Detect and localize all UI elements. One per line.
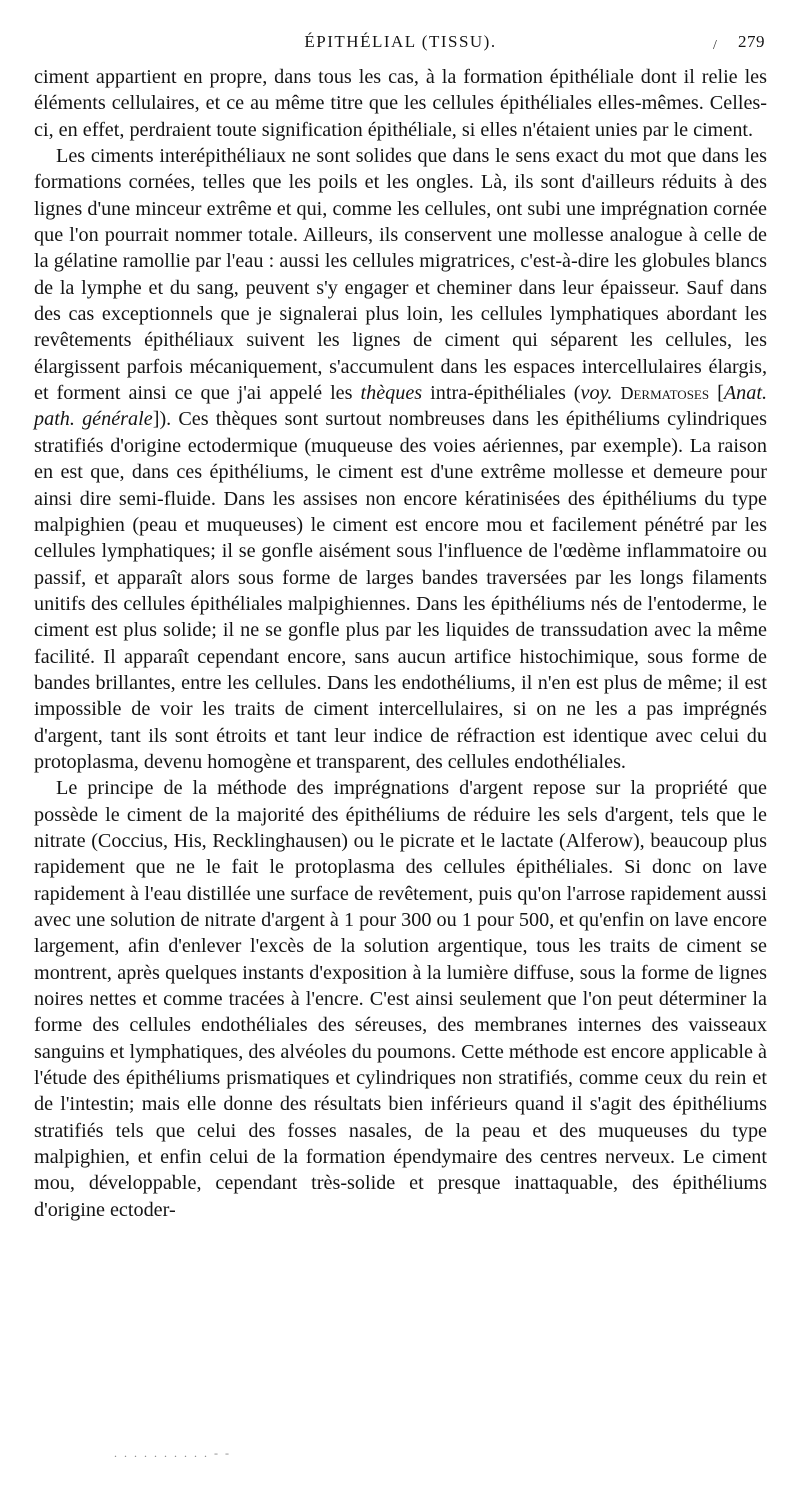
paragraph-2 [34, 143, 767, 775]
paragraph-2-text-b: intra-épithéliales ( [422, 382, 581, 405]
cross-reference-source: Anat. path. générale [34, 382, 768, 431]
document-page [34, 0, 767, 1490]
page-number: 279 [738, 32, 765, 51]
paragraph-3: Le principe de la méthode des imprégnations d'argent repose sur la propriété que possède le ciment de la majorité des épithéliums de réduire les sels d'argent, tels que le nitrate (Coccius, His, Recklinghausen) ou le picrate et le lactate (Alferow), beaucoup plus rapidement que ne le fait le protoplasma des cellules épithéliales. Si donc on lave rapidement à l'eau distillée une surface de revêtement, puis qu'on l'arrose rapidement aussi avec une solution de nitrate d'argent à 1 pour 300 ou 1 pour 500, et qu'enfin on lave encore largement, afin d'enlever l'excès de la solution argentique, tous les traits de ciment se montrent, après quelques instants d'exposition à la lumière diffuse, sous la forme de lignes noires nettes et comme tracées à l'encre. C'est ainsi seulement que l'on peut déterminer la forme des cellules endothéliales des séreuses, des membranes internes des vaisseaux sanguins et lymphatiques, des alvéoles du poumons. Cette méthode est encore applicable à l'étude des épithéliums prismatiques et cylindriques non stratifiés, comme ceux du rein et de l'intestin; mais elle donne des résultats bien inférieurs quand il s'agit des épithéliums stratifiés tels que celui des fosses nasales, de la peau et des muqueuses du type malpighien, et enfin celui de la formation épendymaire des centres nerveux. Le ciment mou, développable, cependant très-solide et presque inattaquable, des épithéliums d'origine ectoder- [34, 777, 767, 1221]
italic-term-theques: thèques [360, 382, 423, 405]
footer-print-marks: . . . . . . . . . . - - [114, 1446, 231, 1460]
paragraph-2-text-a: Les ciments interépithéliaux ne sont solides que dans le sens exact du mot que dans les formations cornées, telles que les poils et les ongles. Là, ils sont d'ailleurs réduits à des lignes d'une minceur extrême et qui, comme les cellules, ont subi une imprégnation cornée que l'on pourrait nommer totale. Ailleurs, ils conservent une mollesse analogue à celle de la gélatine ramollie par l'eau : aussi les cellules migratrices, c'est-à-dire les globules blancs de la lymphe et du sang, peuvent s'y engager et cheminer dans leur épaisseur. Sauf dans des cas exceptionnels que je signalerai plus loin, les cellules lymphatiques abordant les revêtements épithéliaux suivent les lignes de ciment qui séparent les cellules, les élargissent parfois mécaniquement, s'accumulent dans les espaces intercellulaires élargis, et forment ainsi ce que j'ai appelé les [34, 145, 767, 405]
body-text [34, 64, 767, 1223]
page-header [34, 32, 767, 56]
cross-reference-dermatoses: Dermatoses [620, 383, 710, 404]
paragraph-1: ciment appartient en propre, dans tous les cas, à la formation épithéliale dont il relie les éléments cellulaires, et ce au même titre que les cellules épithéliales elles-mêmes. Celles-ci, en effet, perdraient toute signification épithéliale, si elles n'étaient unies par le ciment. [34, 66, 767, 141]
bracket-open: [ [709, 382, 724, 405]
corner-mark: / [713, 38, 719, 53]
paragraph-2-text-c: ). Ces thèques sont surtout nombreuses dans les épithéliums cylindriques stratifiés d'origine ectodermique (muqueuse des voies aériennes, par exemple). La raison en est que, dans ces épithéliums, le ciment est d'une extrême mollesse et demeure pour ainsi dire semi-fluide. Dans les assises non encore kératinisées des épithéliums du type malpighien (peau et muqueuses) le ciment est encore mou et facilement pénétré par les cellules lymphatiques; il se gonfle aisément sous l'influence de l'œdème inflammatoire ou passif, et apparaît alors sous forme de larges bandes traversées par les longs filaments unitifs des cellules épithéliales malpighiennes. Dans les épithéliums nés de l'entoderme, le ciment est plus solide; il ne se gonfle plus par les liquides de transsudation avec la même facilité. Il apparaît cependant encore, sans aucun artifice histochimique, sous forme de bandes brillantes, entre les cellules. Dans les endothéliums, il n'en est plus de même; il est impossible de voir les traits de ciment intercellulaires, si on ne les a pas imprégnés d'argent, tant ils sont étroits et tant leur indice de réfraction est identique avec celui du protoplasma, devenu homogène et transparent, des cellules endothéliales. [34, 408, 767, 773]
running-title: ÉPITHÉLIAL (TISSU). [304, 32, 497, 51]
voy-abbreviation: voy. [580, 382, 613, 405]
bracket-close: ] [152, 408, 160, 431]
